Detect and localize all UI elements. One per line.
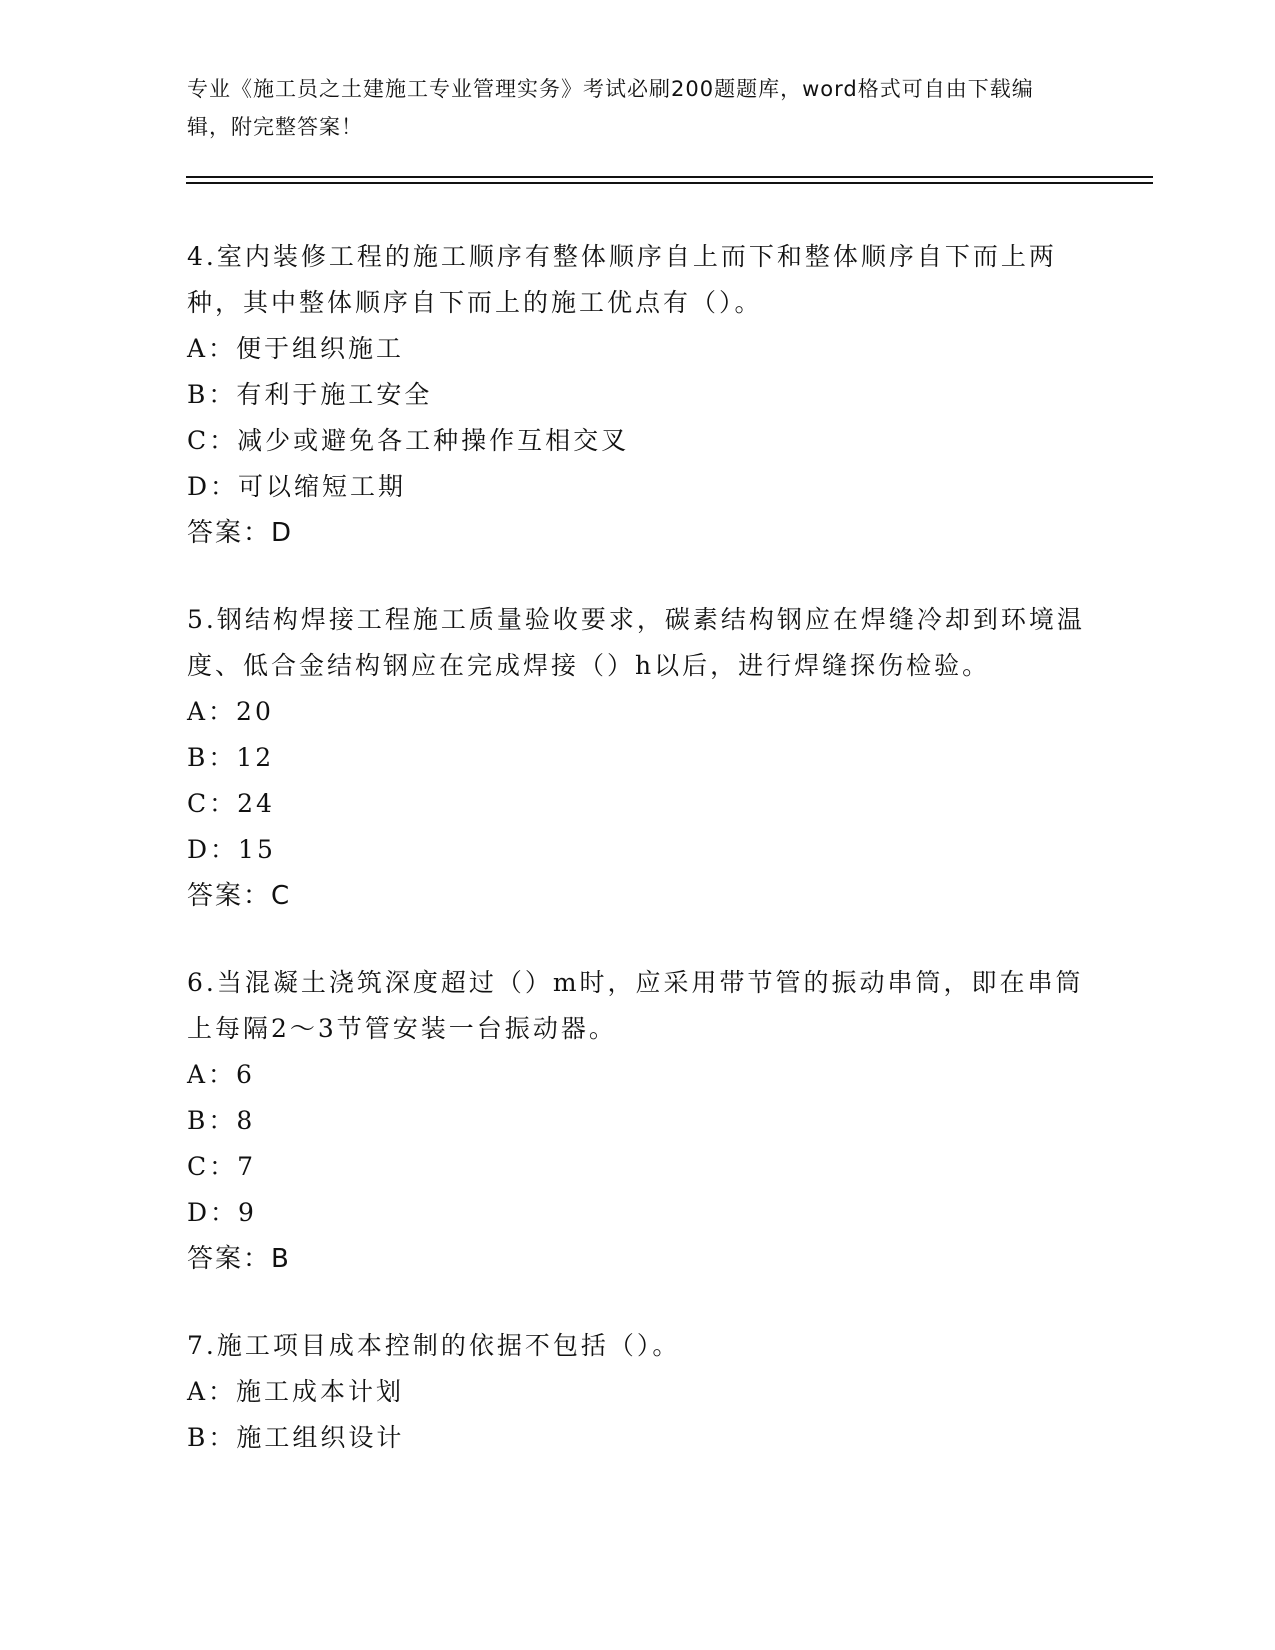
answer: 答案：D [187,518,294,548]
option-c: C：24 [187,789,275,818]
option-c: C：减少或避免各工种操作互相交叉 [187,426,630,455]
question-4 [187,234,1087,556]
option-a: A：6 [187,1060,255,1089]
option-b: B：有利于施工安全 [187,380,433,409]
question-stem: 5.钢结构焊接工程施工质量验收要求，碳素结构钢应在焊缝冷却到环境温度、低合金结构钢应在完成焊接（）h以后，进行焊缝探伤检验。 [187,605,1085,680]
option-a: A：20 [187,697,274,726]
question-stem: 6.当混凝土浇筑深度超过（）m时，应采用带节管的振动串筒，即在串筒上每隔2～3节管安装一台振动器。 [187,968,1084,1043]
option-c: C：7 [187,1152,257,1181]
option-b: B：施工组织设计 [187,1423,405,1452]
question-stem: 7.施工项目成本控制的依据不包括（）。 [187,1331,681,1360]
option-b: B：12 [187,743,275,772]
question-7 [187,1323,1087,1461]
document-header: 专业《施工员之土建施工专业管理实务》考试必刷200题题库，word格式可自由下载编辑，附完整答案！ [187,77,1034,139]
header-divider-line [186,176,1153,178]
option-d: D：可以缩短工期 [187,472,407,501]
option-d: D：9 [187,1198,257,1227]
question-5 [187,597,1087,919]
option-b: B：8 [187,1106,256,1135]
answer: 答案：B [187,1244,291,1274]
question-stem: 4.室内装修工程的施工顺序有整体顺序自上而下和整体顺序自下而上两种，其中整体顺序自下而上的施工优点有（）。 [187,242,1057,317]
option-a: A：施工成本计划 [187,1377,405,1406]
option-a: A：便于组织施工 [187,334,405,363]
header-divider-line [186,182,1153,184]
option-d: D：15 [187,835,276,864]
question-6 [187,960,1087,1282]
answer: 答案：C [187,881,292,911]
